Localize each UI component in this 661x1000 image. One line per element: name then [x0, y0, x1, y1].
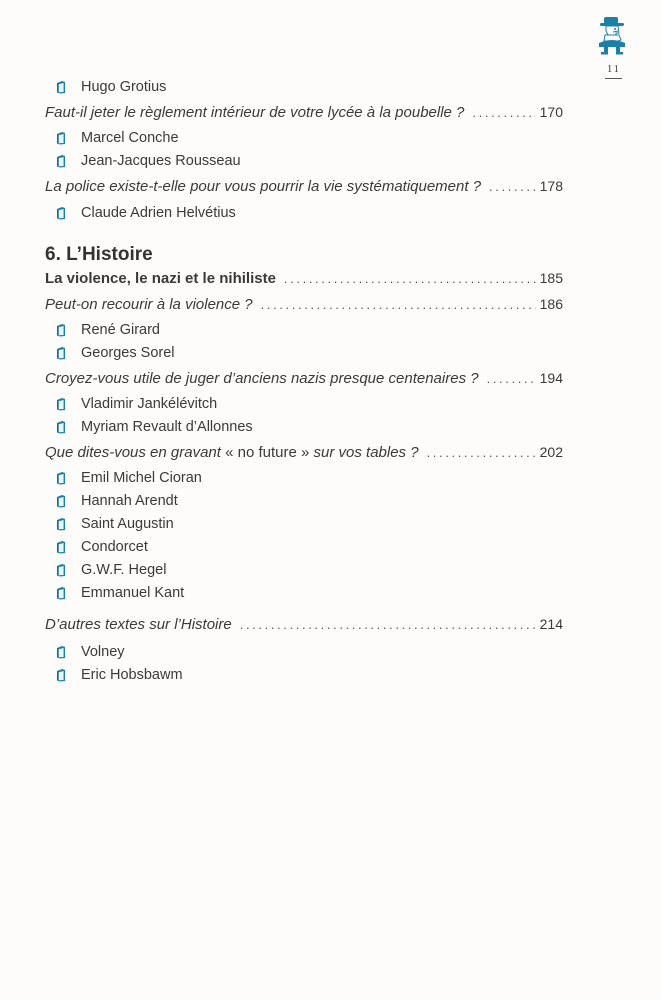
author-name: René Girard	[81, 322, 160, 338]
author-item[interactable]	[55, 130, 179, 146]
author-item[interactable]	[55, 79, 166, 95]
toc-entry[interactable]	[45, 296, 563, 313]
book-icon	[55, 517, 67, 531]
author-item[interactable]	[55, 322, 160, 338]
book-icon	[55, 397, 67, 411]
author-name: Emil Michel Cioran	[81, 470, 202, 486]
entry-title: Croyez-vous utile de juger d’anciens nazis presque centenaires ?	[45, 370, 479, 387]
entry-title: Faut-il jeter le règlement intérieur de votre lycée à la poubelle ?	[45, 104, 465, 121]
book-icon	[55, 668, 67, 682]
page-number-rule	[605, 78, 622, 79]
leader-dots	[487, 371, 536, 386]
leader-dots	[427, 445, 536, 460]
author-name: Marcel Conche	[81, 130, 179, 146]
book-icon	[55, 471, 67, 485]
author-item[interactable]	[55, 667, 183, 683]
page-number: 11	[607, 64, 621, 75]
author-item[interactable]	[55, 493, 178, 509]
entry-page: 214	[539, 616, 563, 632]
author-item[interactable]	[55, 205, 236, 221]
author-name: Vladimir Jankélévitch	[81, 396, 218, 412]
author-name: Emmanuel Kant	[81, 585, 185, 601]
author-item[interactable]	[55, 153, 241, 169]
leader-dots	[472, 105, 535, 120]
chapter-page: 185	[539, 270, 563, 286]
leader-dots	[261, 297, 536, 312]
hat-figure-mascot-icon	[598, 14, 626, 56]
toc-entry[interactable]	[45, 616, 563, 633]
book-icon	[55, 154, 67, 168]
book-icon	[55, 645, 67, 659]
author-item[interactable]	[55, 562, 166, 578]
book-icon	[55, 131, 67, 145]
chapter-title: La violence, le nazi et le nihiliste	[45, 270, 276, 287]
leader-dots	[284, 271, 536, 286]
entry-page: 178	[539, 178, 563, 194]
toc-entry[interactable]	[45, 104, 563, 121]
title-prefix: Que dites-vous en gravant	[45, 444, 221, 461]
book-icon	[55, 346, 67, 360]
author-item[interactable]	[55, 470, 202, 486]
author-name: Saint Augustin	[81, 516, 174, 532]
entry-page: 202	[539, 444, 563, 460]
author-item[interactable]	[55, 396, 217, 412]
entry-page: 194	[539, 370, 563, 386]
book-icon	[55, 420, 67, 434]
toc-entry[interactable]	[45, 444, 563, 461]
entry-title: Peut-on recourir à la violence ?	[45, 296, 253, 313]
title-suffix: sur vos tables ?	[313, 444, 419, 461]
book-icon	[55, 586, 67, 600]
book-icon	[55, 80, 67, 94]
entry-page: 170	[539, 104, 563, 120]
author-name: Claude Adrien Helvétius	[81, 205, 236, 221]
author-item[interactable]	[55, 644, 125, 660]
chapter-entry[interactable]	[45, 270, 563, 287]
author-item[interactable]	[55, 585, 184, 601]
author-item[interactable]	[55, 516, 174, 532]
book-icon	[55, 563, 67, 577]
book-icon	[55, 323, 67, 337]
title-quote: « no future »	[225, 444, 310, 461]
book-icon	[55, 494, 67, 508]
entry-page: 186	[539, 296, 563, 312]
author-name: Hannah Arendt	[81, 493, 178, 509]
section-title: 6. L’Histoire	[45, 244, 153, 265]
toc-entry[interactable]	[45, 178, 563, 195]
entry-title: La police existe-t-elle pour vous pourrir la vie systématiquement ?	[45, 178, 482, 195]
author-item[interactable]	[55, 539, 148, 555]
book-icon	[55, 206, 67, 220]
author-name: Condorcet	[81, 539, 148, 555]
book-icon	[55, 540, 67, 554]
entry-title	[45, 444, 419, 461]
author-name: Georges Sorel	[81, 345, 175, 361]
toc-entry[interactable]	[45, 370, 563, 387]
author-item[interactable]	[55, 419, 253, 435]
author-name: Myriam Revault d’Allonnes	[81, 419, 253, 435]
author-name: Volney	[81, 644, 125, 660]
author-name: Eric Hobsbawm	[81, 667, 183, 683]
author-name: Hugo Grotius	[81, 79, 167, 95]
leader-dots	[489, 179, 536, 194]
entry-title: D’autres textes sur l’Histoire	[45, 616, 232, 633]
author-name: Jean-Jacques Rousseau	[81, 153, 241, 169]
leader-dots	[240, 617, 536, 632]
author-item[interactable]	[55, 345, 175, 361]
author-name: G.W.F. Hegel	[81, 562, 167, 578]
